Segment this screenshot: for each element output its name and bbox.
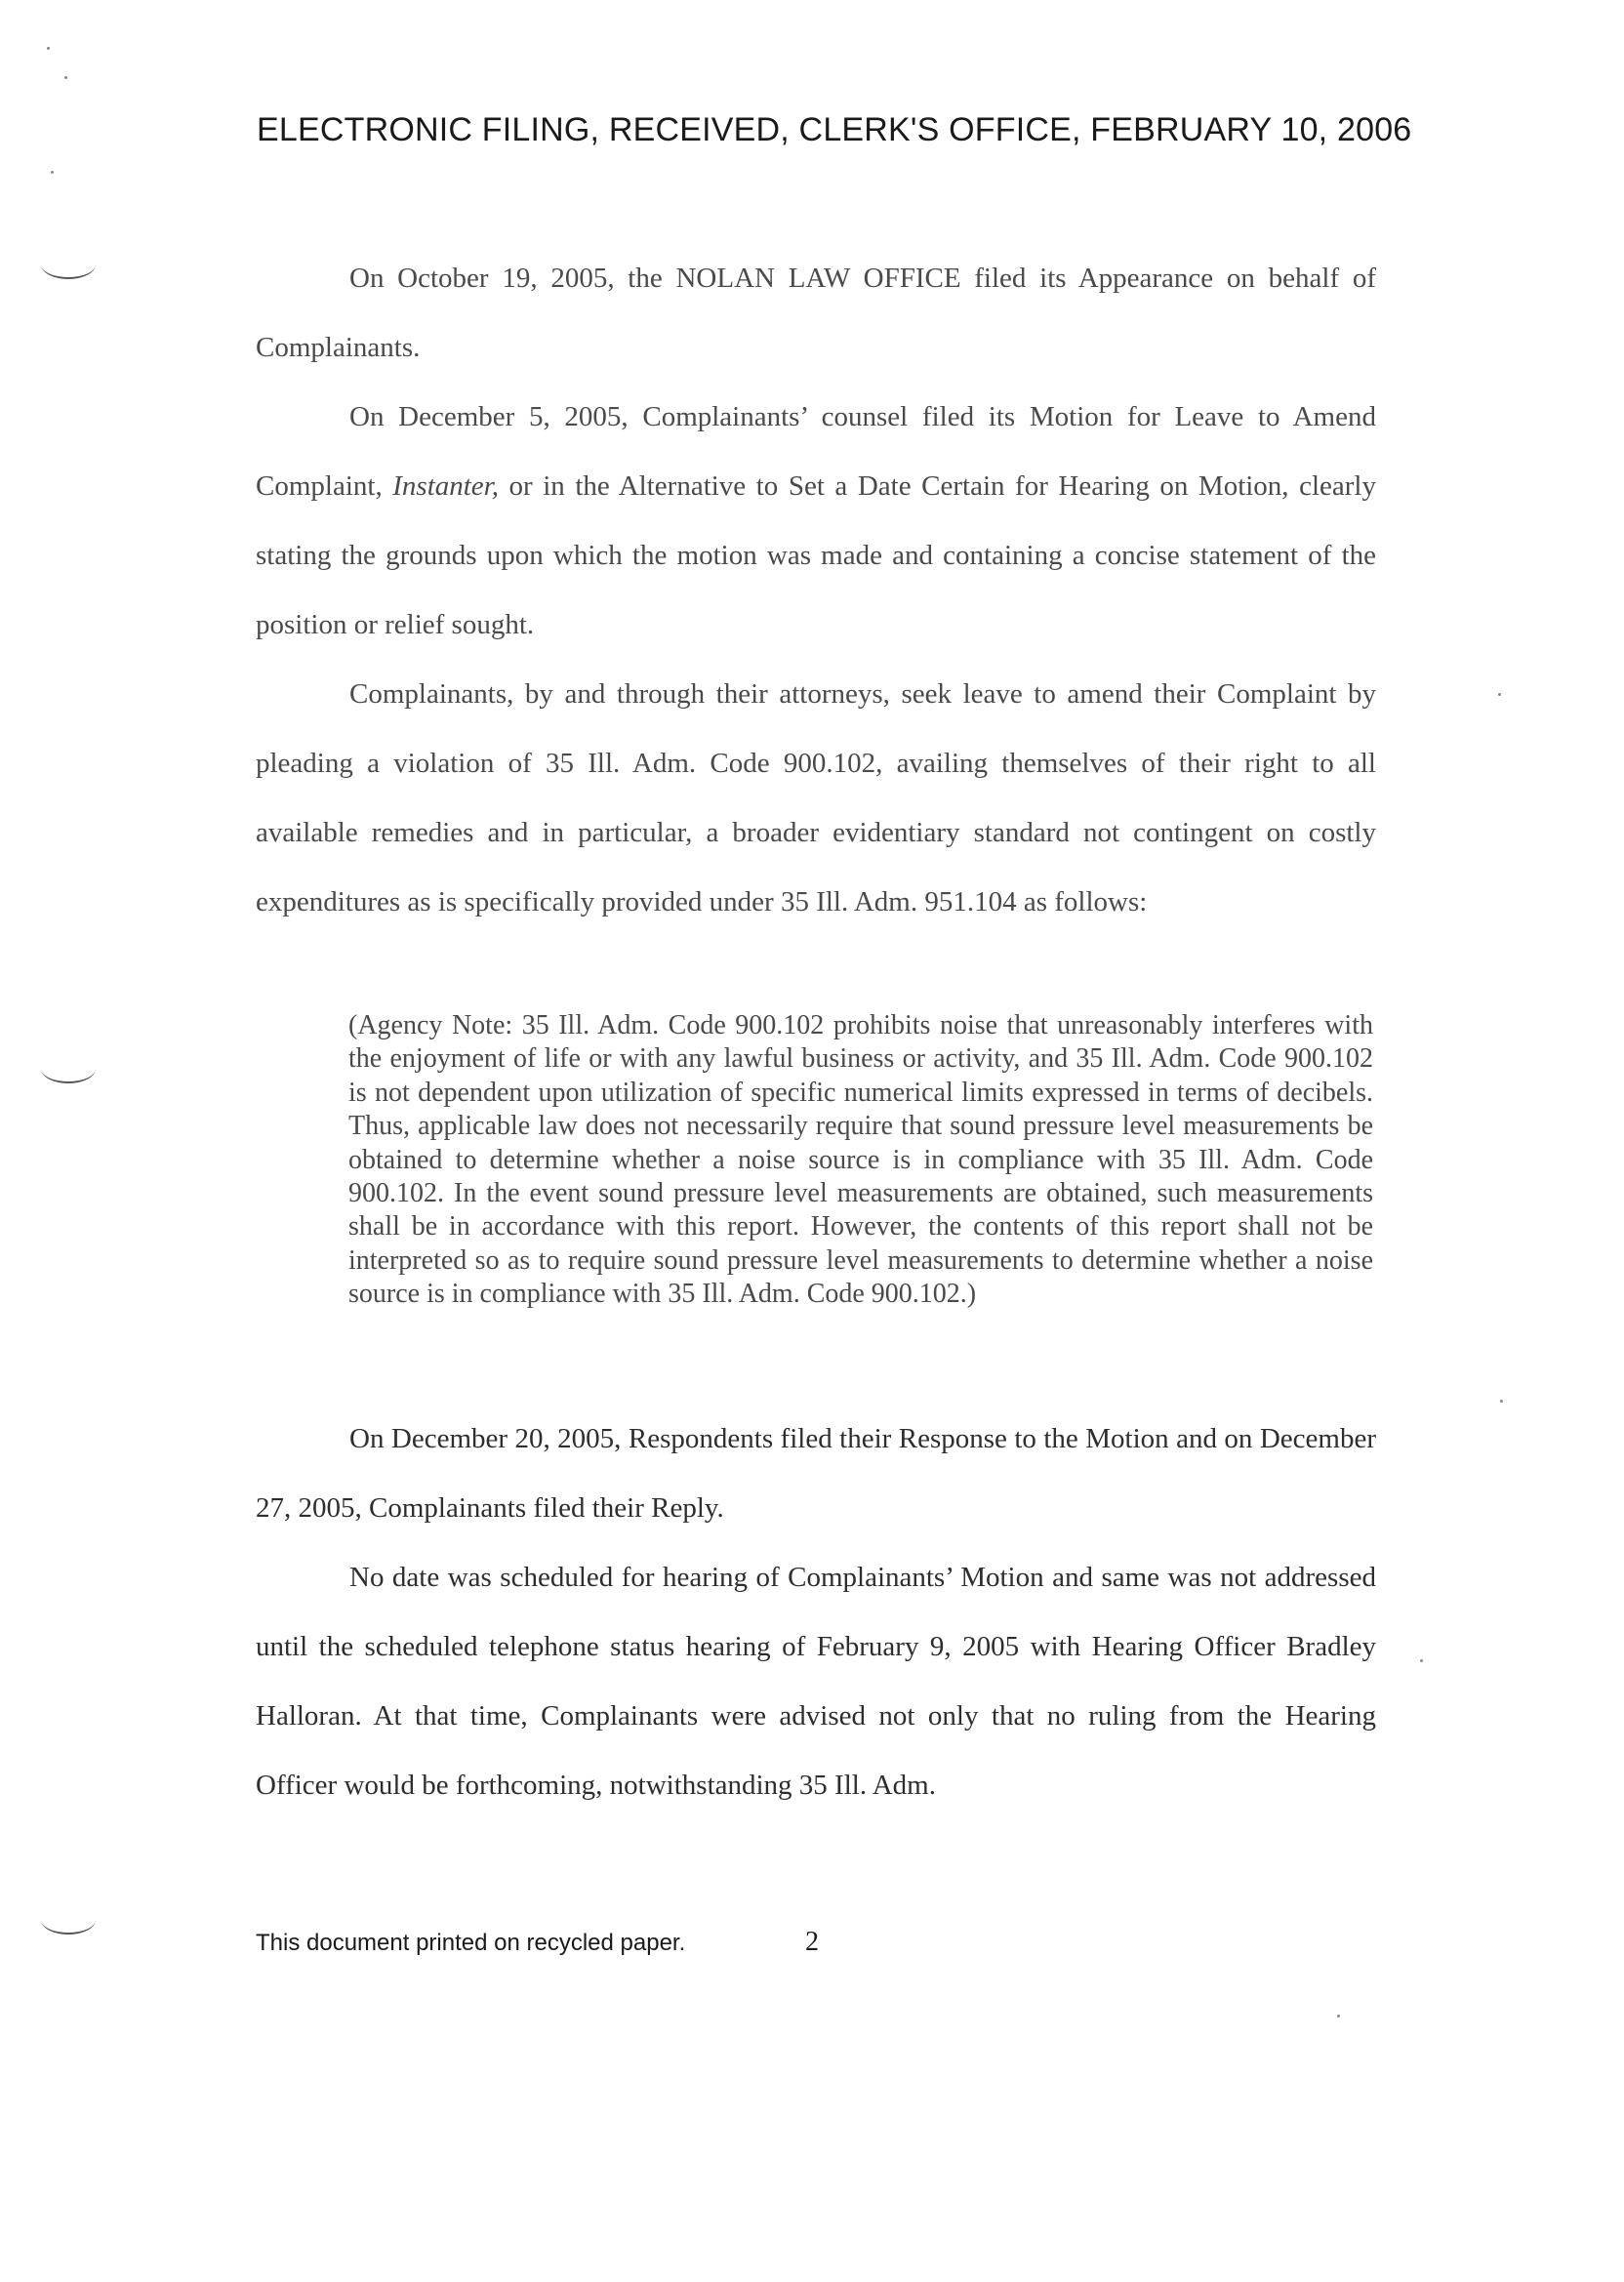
- document-body-bottom: [256, 1405, 1376, 1820]
- paragraph-motion: [256, 383, 1376, 660]
- paragraph-leave-to-amend: Complainants, by and through their attorneys, seek leave to amend their Complaint by pleading a violation of 35 Ill. Adm. Code 900.102, availing themselves of their right to all available remedies and in particular, a broader evidentiary standard not contingent on costly expenditures as is specifically provided under 35 Ill. Adm. 951.104 as follows:: [256, 678, 1376, 917]
- paragraph-motion-text-2: or in the Alternative to Set a Date Certain for Hearing on Motion, clearly stating the grounds upon which the motion was made and containing a concise statement of the position or relief sought.: [256, 470, 1376, 640]
- scan-speck: [1337, 2015, 1340, 2017]
- scan-speck: [64, 76, 67, 79]
- scan-speck: [47, 47, 50, 50]
- scan-speck: [51, 171, 54, 174]
- agency-note-quote: (Agency Note: 35 Ill. Adm. Code 900.102 prohibits noise that unreasonably interferes with the enjoyment of life or with any lawful business or activity, and 35 Ill. Adm. Code 900.102 is not dependent upon utilization of specific numerical limits expressed in terms of decibels. Thus, applicable law does not necessarily require that sound pressure level measurements be obtained to determine whether a noise source is in compliance with 35 Ill. Adm. Code 900.102. In the event sound pressure level measurements are obtained, such measurements shall be in accordance with this report. However, the contents of this report shall not be interpreted so as to require sound pressure level measurements to determine whether a noise source is in compliance with 35 Ill. Adm. Code 900.102.): [348, 1010, 1373, 1310]
- punch-hole-mark: [41, 1905, 96, 1935]
- document-body-top: [256, 244, 1376, 937]
- scan-speck: [1500, 1400, 1503, 1403]
- electronic-filing-header: ELECTRONIC FILING, RECEIVED, CLERK'S OFFICE, FEBRUARY 10, 2006: [257, 111, 1412, 148]
- instanter-italic: Instanter,: [392, 470, 499, 502]
- scan-speck: [1420, 1659, 1423, 1662]
- paragraph-response-reply: On December 20, 2005, Respondents filed their Response to the Motion and on December 27, 2005, Complainants filed their Reply.: [256, 1423, 1376, 1524]
- paragraph-hearing: No date was scheduled for hearing of Complainants’ Motion and same was not addressed until the scheduled telephone status hearing of February 9, 2005 with Hearing Officer Bradley Halloran. At that time, Complainants were advised not only that no ruling from the Hearing Officer would be forthcoming, notwithstanding 35 Ill. Adm.: [256, 1562, 1376, 1801]
- scan-speck: [1498, 693, 1501, 696]
- punch-hole-mark: [41, 1054, 96, 1083]
- page-number: 2: [805, 1927, 819, 1957]
- recycled-paper-note: This document printed on recycled paper.: [256, 1930, 686, 1956]
- paragraph-motion-text-1: On December 5, 2005, Complainants’ counsel filed its Motion for Leave to Amend Complaint,: [256, 401, 1376, 502]
- paragraph-appearance: On October 19, 2005, the NOLAN LAW OFFICE filed its Appearance on behalf of Complainants.: [256, 263, 1376, 363]
- punch-hole-mark: [41, 250, 96, 279]
